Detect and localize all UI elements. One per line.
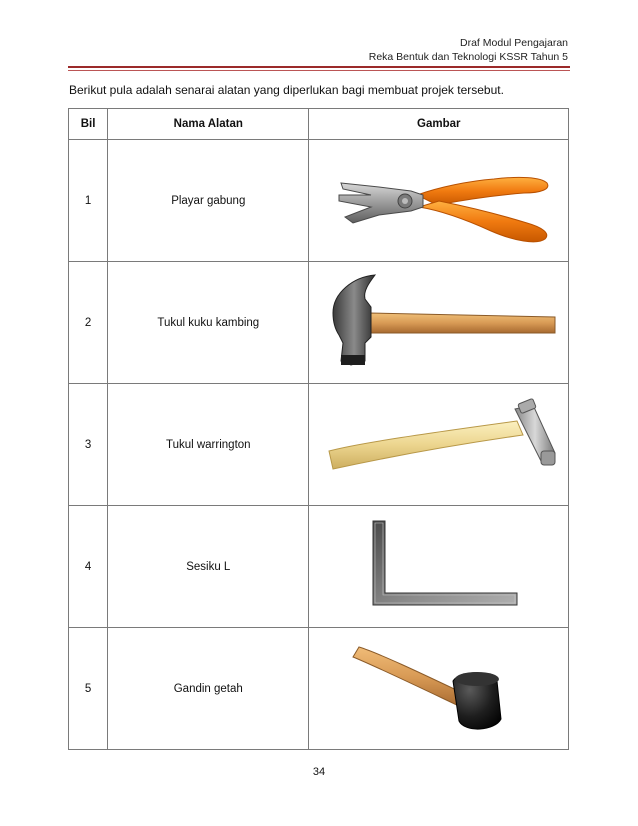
table-row — [69, 506, 569, 628]
claw-hammer-icon — [319, 273, 559, 373]
row-nama: Gandin getah — [108, 628, 309, 750]
table-row — [69, 628, 569, 750]
row-bil: 2 — [69, 262, 108, 384]
row-gambar — [309, 506, 569, 628]
tools-table — [68, 108, 569, 750]
table-row — [69, 262, 569, 384]
page-number: 34 — [312, 766, 326, 778]
row-bil: 3 — [69, 384, 108, 506]
row-nama: Tukul kuku kambing — [108, 262, 309, 384]
row-nama: Tukul warrington — [108, 384, 309, 506]
header-rule-thin — [68, 70, 570, 71]
table-header-row — [69, 109, 569, 140]
header-rule — [68, 66, 570, 68]
row-gambar — [309, 262, 569, 384]
warrington-hammer-icon — [319, 395, 559, 495]
rubber-mallet-icon — [319, 639, 559, 739]
table-row — [69, 384, 569, 506]
header-line-2: Reka Bentuk dan Teknologi KSSR Tahun 5 — [368, 51, 568, 63]
row-bil: 5 — [69, 628, 108, 750]
row-gambar — [309, 140, 569, 262]
l-square-icon — [319, 517, 559, 617]
pliers-icon — [319, 151, 559, 251]
table-row — [69, 140, 569, 262]
header-line-1: Draf Modul Pengajaran — [460, 37, 568, 49]
document-header — [369, 36, 568, 64]
row-gambar — [309, 384, 569, 506]
header-nama-alatan: Nama Alatan — [108, 109, 309, 140]
row-nama: Playar gabung — [108, 140, 309, 262]
row-bil: 1 — [69, 140, 108, 262]
row-bil: 4 — [69, 506, 108, 628]
header-gambar: Gambar — [309, 109, 569, 140]
intro-text: Berikut pula adalah senarai alatan yang diperlukan bagi membuat projek tersebut. — [69, 83, 504, 97]
row-gambar — [309, 628, 569, 750]
row-nama: Sesiku L — [108, 506, 309, 628]
header-bil: Bil — [69, 109, 108, 140]
